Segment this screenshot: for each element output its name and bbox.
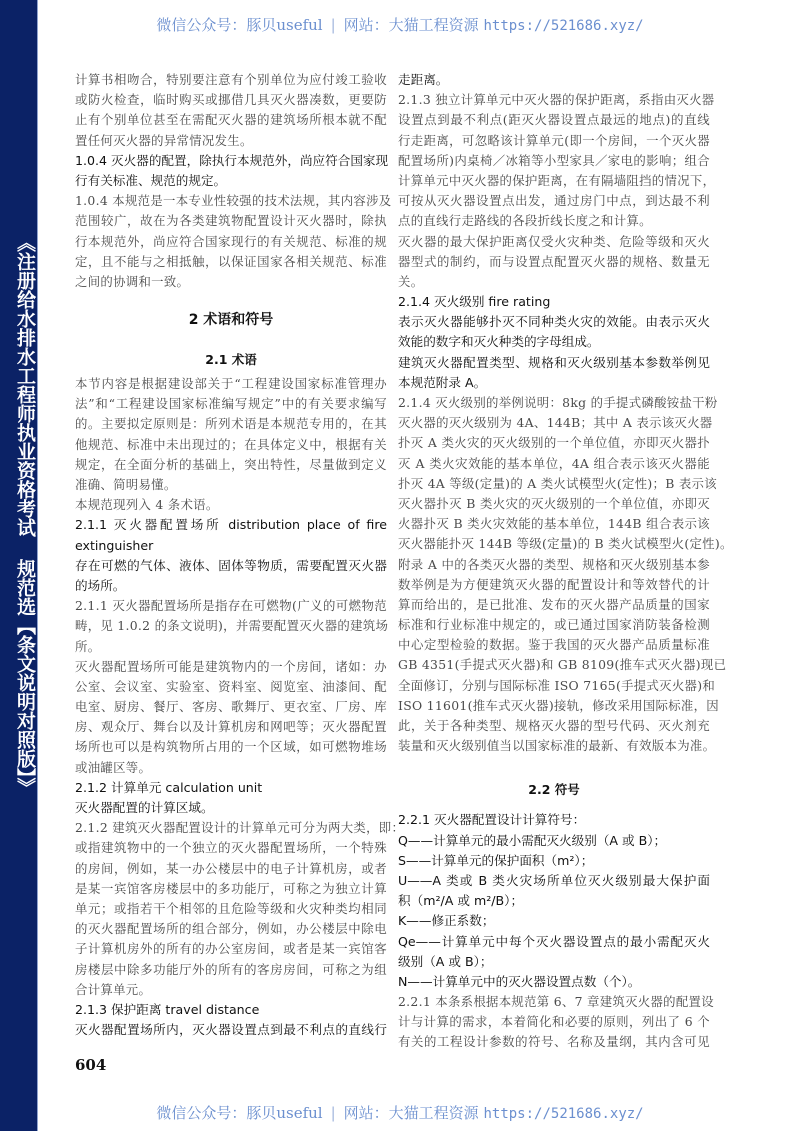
text-line: 效能的数字和灭火种类的字母组成。 [398, 334, 600, 350]
text-line: 场所也可以是构筑物所占用的一个区域，如可燃物堆场 [75, 739, 387, 755]
text-line: 法”和“工程建设国家标准编写规定”中的有关要求编写 [75, 396, 387, 412]
standard-clause-paragraph [75, 151, 387, 191]
text-line: 灭火器的最大保护距离仅受火灾种类、危险等级和灭火 [398, 233, 710, 249]
text-line: 电室、厨房、餐厅、客房、歌舞厅、更衣室、厂房、库 [75, 699, 387, 715]
section-heading: 2.1 术语 [205, 352, 257, 368]
text-line: 的场所。 [75, 577, 126, 593]
explanation-paragraph [398, 555, 727, 757]
standard-clause-paragraph [75, 798, 387, 818]
text-line: 所。 [75, 638, 101, 654]
text-line: 附录 A 中的各类灭火器的类型、规格和灭火级别基本参 [398, 556, 710, 572]
watermark-wechat: 微信公众号：豚贝useful [156, 16, 323, 34]
text-line: 行本规范外，尚应符合国家现行的有关规范、标准的规 [75, 233, 387, 249]
standard-clause-paragraph [75, 1000, 387, 1020]
text-line: 2.1.2 建筑灭火器配置设计的计算单元可分为两大类，即： [75, 820, 405, 836]
text-line: 行有关标准、规范的规定。 [75, 172, 227, 188]
explanation-paragraph [398, 393, 733, 555]
text-line: 有关的工程设计参数的符号、名称及量纲，其内含可见 [398, 1034, 710, 1050]
text-line: 建筑灭火器配置类型、规格和灭火级别基本参数举例见 [398, 354, 710, 370]
text-line: U——A 类或 B 类火灾场所单位灭火级别最大保护面 [398, 872, 710, 888]
text-line: 行走距离，可忽略该计算单元(即一个房间，一个灭火器 [398, 132, 710, 148]
standard-clause-paragraph [75, 556, 387, 596]
text-line: 2.2.1 灭火器配置设计计算符号： [398, 812, 586, 828]
text-line: 的灭火器配置场所的组合部分，例如，办公楼层中除电 [75, 921, 387, 937]
text-line: 规定，在全面分析的基础上，突出特性，尽量做到定义 [75, 456, 387, 472]
footer-watermark [0, 1102, 800, 1123]
explanation-paragraph [75, 596, 387, 657]
standard-clause-paragraph [75, 1020, 387, 1040]
text-line: ISO 11601(推车式灭火器)接轨，修改采用国际标准，因 [398, 697, 719, 713]
text-line: 灭火器配置场所可能是建筑物内的一个房间，诸如：办 [75, 658, 387, 674]
text-line: 房、观众厅、舞台以及计算机房和网吧等；灭火器配置 [75, 719, 387, 735]
text-line: 配置场所)内桌椅／冰箱等小型家具／家电的影响；组合 [398, 152, 710, 168]
text-line: 扑灭 4A 等级(定量)的 A 类火试模型火(定性)；B 表示该 [398, 475, 717, 491]
page-number: 604 [75, 1056, 107, 1074]
text-line: 器型式的制约，而与设置点配置灭火器的规格、数量无 [398, 253, 710, 269]
explanation-paragraph [75, 657, 387, 778]
text-line: GB 4351(手提式灭火器)和 GB 8109(推车式灭火器)现已 [398, 657, 727, 673]
watermark-url: https://521686.xyz/ [483, 18, 644, 34]
text-line: 子计算机房外的所有的办公室房间，或者是某一宾馆客 [75, 941, 387, 957]
text-line: 准确、简明易懂。 [75, 477, 177, 492]
text-line: 表示灭火器能够扑灭不同种类火灾的效能。由表示灭火 [398, 314, 710, 330]
text-line: 之间的协调和一致。 [75, 273, 190, 289]
standard-clause-paragraph [398, 353, 710, 393]
text-line: 2.1.2 计算单元 calculation unit [75, 779, 263, 795]
text-line: 2.1.1 灭火器配置场所 distribution place of fire [75, 517, 387, 533]
left-column [75, 70, 405, 1040]
text-line: 灭 A 类火灾效能的基本单位，4A 组合表示该灭火器能 [398, 455, 710, 471]
standard-clause-paragraph [398, 851, 710, 871]
text-line: 设置点到最不利点(距灭火器设置点最远的地点)的直线 [398, 112, 710, 128]
text-line: 本规范附录 A。 [398, 374, 487, 390]
text-line: 级别（A 或 B）； [398, 953, 493, 969]
explanation-paragraph [398, 232, 710, 293]
chapter-heading: 2 术语和符号 [188, 312, 274, 329]
book-title: 《注册给水排水工程师执业资格考试 规范选【条文说明对照版】》 [14, 233, 36, 797]
text-line: 是某一宾馆客房楼层中的多功能厅，可称之为独立计算 [75, 880, 387, 896]
standard-clause-paragraph [398, 871, 710, 911]
watermark-url: https://521686.xyz/ [483, 1106, 644, 1122]
text-line: 范围较广，故在为各类建筑物配置设计灭火器时，除执 [75, 213, 387, 229]
text-line: 或指建筑物中的一个独立的灭火器配置场所，一个特殊 [75, 840, 387, 856]
watermark-wechat: 微信公众号：豚贝useful [156, 1104, 323, 1122]
text-line: 存在可燃的气体、液体、固体等物质，需要配置灭火器 [75, 557, 387, 573]
header-watermark [0, 14, 800, 35]
explanation-paragraph [75, 191, 392, 292]
text-line: extinguisher [75, 537, 154, 553]
text-line: 单元；或指若干个相邻的且危险等级和火灾种类均相同 [75, 900, 387, 916]
text-line: 畴，见 1.0.2 的条文说明)，并需要配置灭火器的建筑场 [75, 618, 389, 634]
text-line: 灭火器扑灭 B 类火灾的灭火级别的一个单位值，亦即灭 [398, 495, 710, 511]
text-line: 他规范、标准中未出现过的；在具体定义中，根据有关 [75, 436, 387, 452]
text-line: 2.1.4 灭火级别 fire rating [398, 294, 551, 310]
text-line: 或油罐区等。 [75, 759, 152, 775]
text-line: 定，且不能与之相抵触，以保证国家各相关规范、标准 [75, 253, 387, 269]
explanation-paragraph [75, 70, 387, 151]
text-line: Q——计算单元的最小需配灭火级别（A 或 B）； [398, 832, 667, 848]
explanation-paragraph [398, 992, 714, 1053]
text-line: S——计算单元的保护面积（m²）； [398, 852, 594, 868]
text-line: 装量和灭火级别值当以国家标准的最新、有效版本为准。 [398, 738, 716, 754]
text-line: 本节内容是根据建设部关于“工程建设国家标准管理办 [75, 376, 387, 392]
text-line: 1.0.4 灭火器的配置，除执行本规范外，尚应符合国家现 [75, 152, 389, 168]
watermark-site: 网站：大猫工程资源 [343, 16, 479, 34]
text-line: 可按从灭火器设置点出发，通过房门中点，到达最不利 [398, 193, 710, 209]
standard-clause-paragraph [398, 810, 710, 830]
text-line: 火器扑灭 B 类火灾效能的基本单位，144B 组合表示该 [398, 516, 710, 532]
text-line: 计算书相吻合，特别要注意有个别单位为应付竣工验收 [75, 72, 387, 87]
text-line: 计算单元中灭火器的保护距离，在有隔墙阻挡的情况下， [398, 172, 716, 188]
text-line: 灭火器配置场所内，灭火器设置点到最不利点的直线行 [75, 1022, 387, 1038]
watermark-site: 网站：大猫工程资源 [343, 1104, 479, 1122]
standard-clause-paragraph [398, 292, 710, 312]
text-line: 关。 [398, 273, 424, 289]
text-line: 中心定型检验的数据。鉴于我国的灭火器产品质量标准 [398, 637, 710, 653]
text-line: 2.2.1 本条系根据本规范第 6、7 章建筑灭火器的配置设 [398, 994, 714, 1010]
text-line: 积（m²/A 或 m²/B）； [398, 893, 524, 909]
text-line: 本规范现列入 4 条术语。 [75, 497, 219, 513]
text-line: 的。主要拟定原则是：所列术语是本规范专用的，在其 [75, 416, 387, 432]
explanation-paragraph [75, 495, 387, 515]
text-line: 2.1.3 保护距离 travel distance [75, 1001, 260, 1017]
standard-clause-paragraph [398, 312, 710, 352]
text-line: 走距离。 [398, 72, 449, 87]
text-line: 灭火器的灭火级别为 4A、144B；其中 A 表示该灭火器 [398, 415, 713, 431]
standard-clause-paragraph [398, 932, 710, 972]
text-line: 房楼层中除多功能厅外的所有的客房房间，可称之为组 [75, 961, 387, 977]
text-line: 止有个别单位甚至在需配灭火器的建筑场所根本就不配 [75, 112, 387, 128]
text-line: 的房间，例如，某一办公楼层中的电子计算机房，或者 [75, 860, 387, 876]
explanation-paragraph [75, 374, 387, 495]
standard-clause-paragraph [398, 972, 710, 992]
standard-clause-paragraph [398, 831, 710, 851]
text-line: 点的直线行走路线的各段折线长度之和计算。 [398, 213, 652, 229]
book-title-sidebar [0, 0, 38, 1131]
text-line: 2.1.3 独立计算单元中灭火器的保护距离，系指由灭火器 [398, 92, 715, 108]
text-line: 2.1.4 灭火级别的举例说明：8kg 的手提式磷酸铵盐干粉 [398, 395, 718, 410]
text-line: 灭火器能扑灭 144B 等级(定量)的 B 类火试模型火(定性)。 [398, 536, 733, 552]
text-line: 灭火器配置的计算区域。 [75, 800, 214, 815]
standard-clause-paragraph [398, 911, 710, 931]
text-line: 置任何灭火器的异常情况发生。 [75, 132, 253, 148]
text-line: 扑灭 A 类火灾的灭火级别的一个单位值，亦即灭火器扑 [398, 435, 710, 451]
text-line: 2.1.1 灭火器配置场所是指存在可燃物(广义的可燃物范 [75, 598, 387, 614]
right-column [398, 70, 733, 1053]
text-line: 全面修订，分别与国际标准 ISO 7165(手提式灭火器)和 [398, 677, 716, 693]
text-line: Qe——计算单元中每个灭火器设置点的最小需配灭火 [398, 933, 710, 949]
text-line: 数举例是为方便建筑灭火器的配置设计和等效替代的计 [398, 576, 710, 592]
watermark-separator: | [330, 1104, 336, 1122]
text-line: 或防火检查，临时购买或挪借几具灭火器凑数，更要防 [75, 92, 387, 108]
section-heading: 2.2 符号 [528, 782, 580, 798]
text-line: 标准和行业标准中规定的，或已通过国家消防装备检测 [398, 617, 710, 633]
text-line: 公室、会议室、实验室、资料室、阅览室、油漆间、配 [75, 678, 387, 694]
explanation-paragraph [398, 90, 716, 231]
text-line: 计与计算的需求，本着简化和必要的原则，列出了 6 个 [398, 1014, 710, 1030]
text-line: 合计算单元。 [75, 981, 152, 997]
text-line: K——修正系数； [398, 913, 495, 929]
standard-clause-paragraph [398, 70, 710, 90]
standard-clause-paragraph [75, 515, 387, 555]
text-line: 此，关于各种类型、规格灭火器的型号代码、灭火剂充 [398, 718, 710, 733]
text-line: N——计算单元中的灭火器设置点数（个）。 [398, 973, 641, 989]
watermark-separator: | [330, 16, 336, 34]
text-line: 1.0.4 本规范是一本专业性较强的技术法规，其内容涉及 [75, 193, 392, 209]
explanation-paragraph [75, 818, 405, 1000]
standard-clause-paragraph [75, 778, 387, 798]
text-line: 算而给出的，是已批准、发布的灭火器产品质量的国家 [398, 596, 710, 612]
